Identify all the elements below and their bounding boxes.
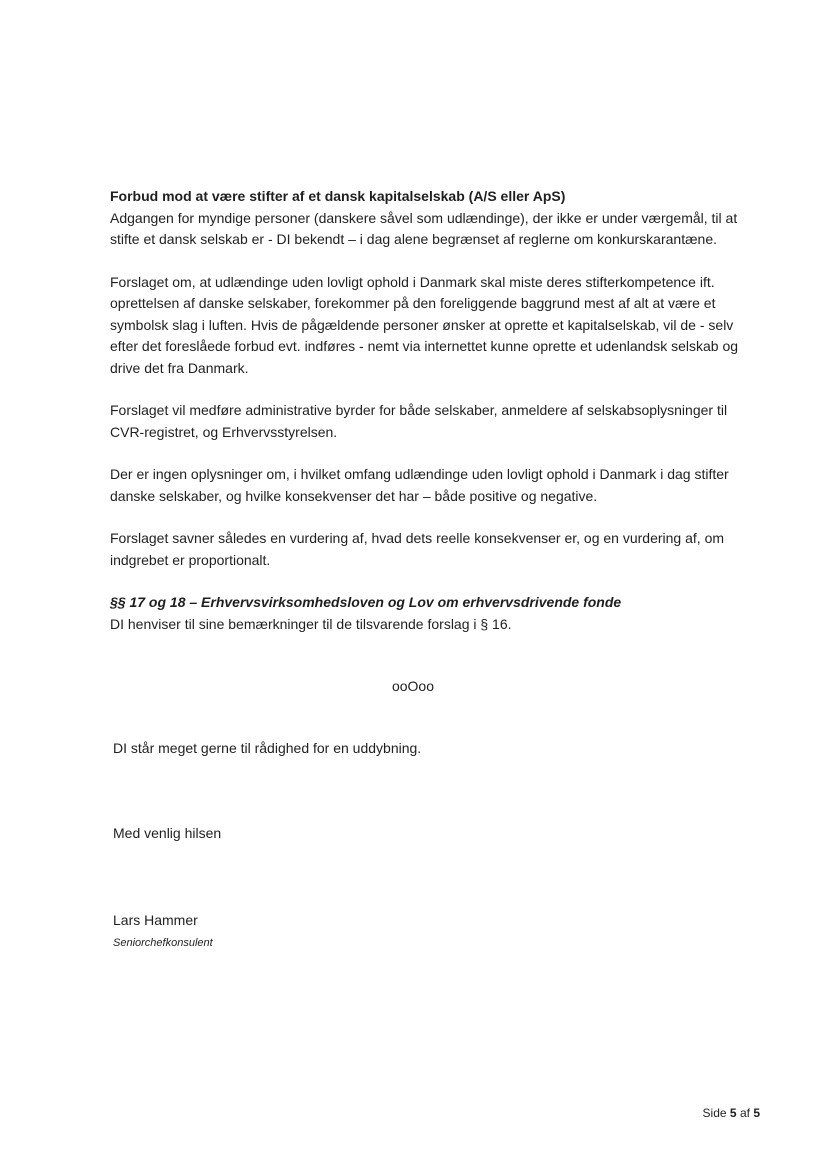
paragraph: Forslaget om, at udlændinge uden lovligt ophold i Danmark skal miste deres stifterkompetence ift. oprettelsen af danske selskaber, forekommer på den foreliggende baggrund mest af alt at være et symbolsk slag i luften. Hvis de pågældende personer ønsker at oprette et kapitalselskab, vil de - selv efter det foreslåede forbud evt. indføres - nemt via internettet kunne oprette et udenlandsk selskab og drive det fra Danmark. <box>110 273 739 376</box>
section-separator: ooOoo <box>391 678 435 694</box>
paragraph: Adgangen for myndige personer (danskere såvel som udlændinge), der ikke er under værgemål, til at stifte et dansk selskab er - DI bekendt – i dag alene begrænset af reglerne om konkurskarantæne. <box>110 209 738 247</box>
paragraph: DI henviser til sine bemærkninger til de tilsvarende forslag i § 16. <box>110 615 512 632</box>
page-number <box>703 1106 760 1120</box>
letter-body <box>110 186 756 635</box>
section-heading-paragraphs-17-18: §§ 17 og 18 – Erhvervsvirksomhedsloven og Lov om erhvervsdrivende fonde <box>110 594 622 610</box>
paragraph: Forslaget vil medføre administrative byrder for både selskaber, anmeldere af selskabsoplysninger til CVR-registret, og Erhvervsstyrelsen. <box>110 402 728 440</box>
paragraph: Der er ingen oplysninger om, i hvilket omfang udlændinge uden lovligt ophold i Danmark i dag stifter danske selskaber, og hvilke konsekvenser det har – både positive og negative. <box>110 466 729 504</box>
page-number-prefix: Side <box>702 1106 727 1120</box>
paragraph: Forslaget savner således en vurdering af, hvad dets reelle konsekvenser er, og en vurdering af, om indgrebet er proportionalt. <box>110 530 725 568</box>
signer-title: Seniorchefkonsulent <box>113 937 213 949</box>
greeting: Med venlig hilsen <box>113 825 222 841</box>
signer-name: Lars Hammer <box>113 912 198 928</box>
page-number-total: 5 <box>753 1106 760 1120</box>
section-heading-founder-ban: Forbud mod at være stifter af et dansk kapitalselskab (A/S eller ApS) <box>110 188 566 204</box>
page-number-current: 5 <box>729 1106 737 1120</box>
page-number-separator: af <box>739 1106 750 1120</box>
closing-line: DI står meget gerne til rådighed for en uddybning. <box>113 740 422 756</box>
